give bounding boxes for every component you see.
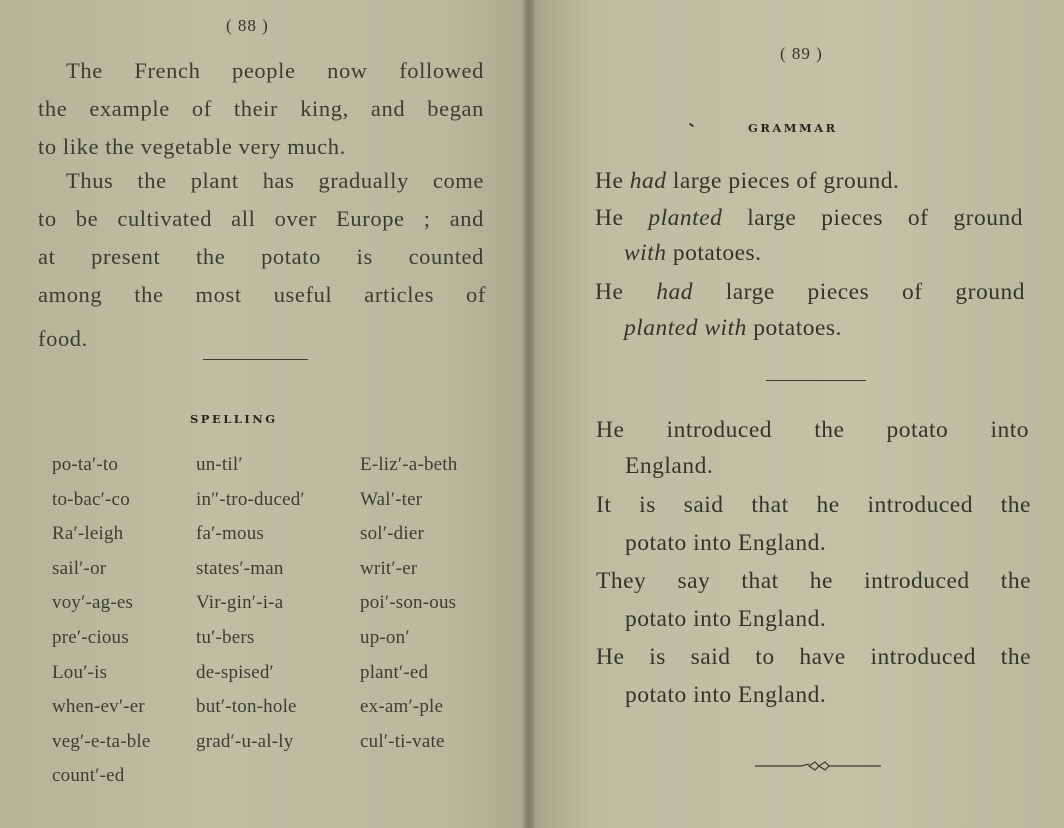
spelling-heading: SPELLING	[190, 412, 278, 426]
text-segment: large pieces of ground	[722, 205, 1023, 231]
grammar-line	[624, 315, 842, 342]
spelling-word: tu′-bers	[196, 627, 255, 648]
spelling-word: ex-am′-ple	[360, 696, 444, 718]
spelling-word: when-ev′-er	[52, 696, 145, 718]
spelling-word: in″-tro-duced′	[196, 488, 305, 510]
sentence-line: He is said to have introduced the	[596, 644, 1031, 670]
spelling-word: to-bac′-co	[52, 488, 130, 510]
spelling-word: up-on′	[360, 627, 410, 648]
text-segment: potatoes.	[746, 315, 842, 341]
text-segment: large pieces of ground	[692, 279, 1025, 305]
grammar-line	[595, 168, 899, 195]
text-segment: He	[595, 279, 657, 305]
spelling-word: writ′-er	[360, 557, 418, 579]
spelling-word: count′-ed	[52, 765, 125, 787]
grammar-line	[624, 240, 762, 267]
spelling-word: poi′-son-ous	[360, 592, 457, 614]
spelling-word: pre′-cious	[52, 627, 129, 648]
grammar-heading: GRAMMAR	[748, 121, 838, 135]
tailpiece-ornament	[753, 760, 883, 772]
spelling-word: states′-man	[196, 557, 284, 579]
spelling-word: cul′-ti-vate	[360, 730, 445, 752]
grammar-line	[595, 279, 1025, 306]
section-divider	[766, 380, 866, 381]
paragraph-line: to like the vegetable very much.	[38, 134, 346, 159]
spelling-word: sail′-or	[52, 557, 107, 579]
paragraph-line: food.	[38, 326, 88, 351]
sentence-line: They say that he introduced the	[596, 568, 1031, 594]
paragraph-line: the example of their king, and began	[38, 96, 484, 121]
paragraph-line: to be cultivated all over Europe ; and	[38, 206, 484, 231]
paragraph-line: The French people now followed	[66, 58, 484, 83]
paragraph-line: Thus the plant has gradually come	[66, 168, 484, 193]
text-segment: potatoes.	[666, 240, 762, 266]
paragraph-line: among the most useful articles of	[38, 282, 486, 307]
sentence-line: England.	[625, 453, 714, 479]
spelling-word: de-spised′	[196, 661, 274, 683]
italic-segment: had	[656, 279, 693, 305]
italic-segment: with	[624, 240, 667, 266]
book-gutter	[522, 0, 536, 828]
spelling-word: but′-ton-hole	[196, 696, 297, 718]
spelling-word: un-til′	[196, 454, 243, 475]
sentence-line: potato into England.	[625, 530, 827, 556]
page-number-left: ( 88 )	[226, 16, 269, 35]
text-segment: He	[595, 205, 649, 231]
spelling-word: veg′-e-ta-ble	[52, 730, 151, 752]
spelling-word: Wal′-ter	[360, 488, 423, 510]
spelling-word: fa′-mous	[196, 523, 265, 545]
italic-segment: planted	[648, 205, 723, 231]
spelling-word: po-ta′-to	[52, 454, 119, 475]
sentence-line: potato into England.	[625, 606, 827, 632]
spelling-word: Vir-gin′-i-a	[196, 592, 284, 614]
text-segment: He	[595, 168, 630, 194]
right-page	[531, 0, 1064, 828]
spelling-word: plant′-ed	[360, 661, 429, 683]
spelling-word: Ra′-leigh	[52, 523, 124, 545]
grammar-line	[595, 205, 1023, 232]
text-segment: large pieces of ground.	[666, 168, 900, 194]
sentence-line: It is said that he introduced the	[596, 492, 1031, 518]
spelling-word: voy′-ag-es	[52, 592, 134, 614]
italic-segment: planted with	[624, 315, 747, 341]
spelling-word: grad′-u-al-ly	[196, 730, 294, 752]
spelling-word: sol′-dier	[360, 523, 424, 545]
sentence-line: He introduced the potato into	[596, 417, 1029, 443]
page-number-right: ( 89 )	[780, 44, 823, 63]
spelling-word: E-liz′-a-beth	[360, 454, 458, 475]
sentence-line: potato into England.	[625, 682, 827, 708]
tick-mark	[689, 123, 694, 128]
paragraph-line: at present the potato is counted	[38, 244, 484, 269]
left-page	[0, 0, 527, 828]
section-divider	[203, 359, 308, 360]
spelling-word: Lou′-is	[52, 661, 108, 683]
italic-segment: had	[629, 168, 667, 194]
